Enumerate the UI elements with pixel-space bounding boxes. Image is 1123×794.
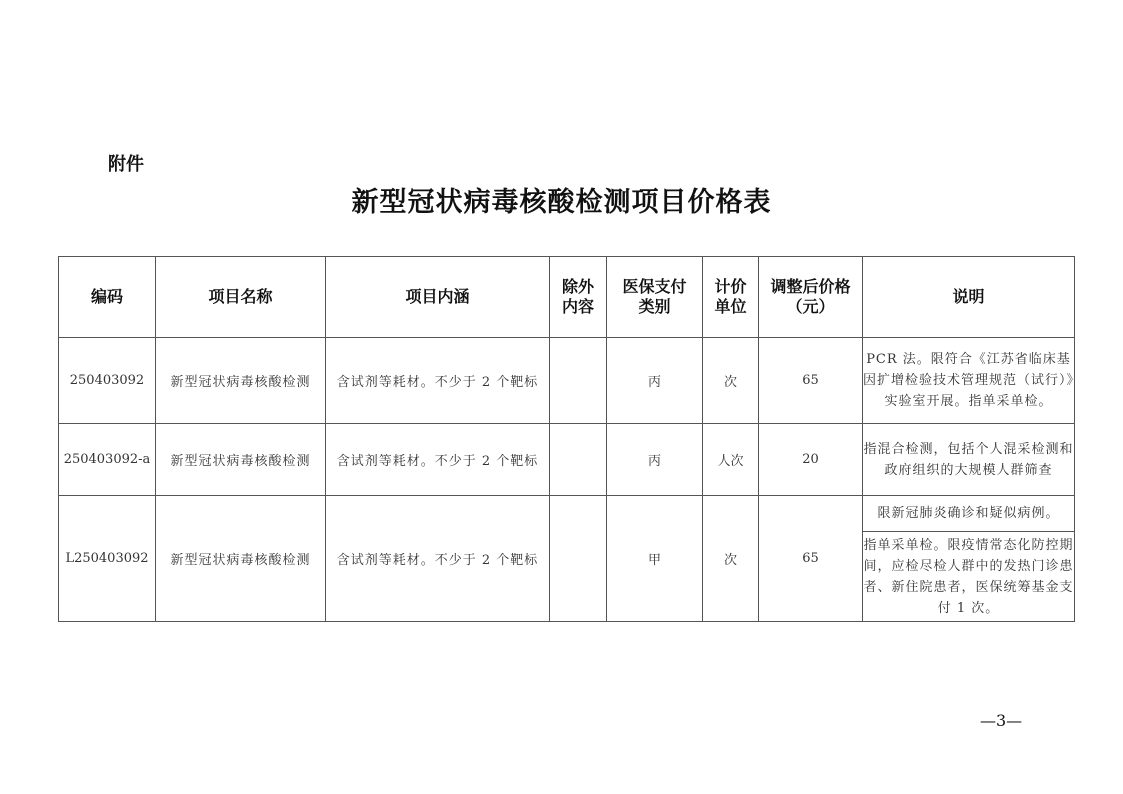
- header-name: 项目名称: [156, 257, 326, 338]
- cell-name: 新型冠状病毒核酸检测: [156, 496, 326, 622]
- header-price-line2: （元）: [786, 297, 835, 316]
- cell-note-b: 指单采单检。限疫情常态化防控期间，应检尽检人群中的发热门诊患者、新住院患者，医保统筹基金支付 1 次。: [863, 532, 1075, 622]
- cell-price: 65: [759, 496, 863, 622]
- cell-excluded: [550, 424, 607, 496]
- header-price-line1: 调整后价格: [770, 277, 851, 296]
- cell-unit: 次: [703, 338, 759, 424]
- document-title: 新型冠状病毒核酸检测项目价格表: [351, 187, 772, 218]
- cell-price: 20: [759, 424, 863, 496]
- annex-label: 附件: [108, 154, 144, 175]
- header-excluded-line1: 除外: [561, 277, 594, 296]
- page-number: —3—: [980, 711, 1023, 730]
- cell-insurance: 丙: [607, 424, 703, 496]
- cell-name: 新型冠状病毒核酸检测: [156, 424, 326, 496]
- cell-content: 含试剂等耗材。不少于 2 个靶标: [326, 424, 550, 496]
- cell-code: 250403092-a: [59, 424, 156, 496]
- header-unit-line2: 单位: [714, 297, 747, 316]
- header-code: 编码: [59, 257, 156, 338]
- header-content: 项目内涵: [326, 257, 550, 338]
- cell-name: 新型冠状病毒核酸检测: [156, 338, 326, 424]
- header-insurance: [607, 257, 703, 338]
- cell-unit: 次: [703, 496, 759, 622]
- cell-insurance: 丙: [607, 338, 703, 424]
- header-excluded-line2: 内容: [561, 297, 594, 316]
- cell-note-a: 限新冠肺炎确诊和疑似病例。: [863, 496, 1075, 532]
- table-row: [59, 496, 1075, 532]
- cell-code: L250403092: [59, 496, 156, 622]
- table-row: [59, 338, 1075, 424]
- cell-content: 含试剂等耗材。不少于 2 个靶标: [326, 338, 550, 424]
- cell-excluded: [550, 496, 607, 622]
- header-note: 说明: [863, 257, 1075, 338]
- price-table: [58, 256, 1075, 622]
- header-insurance-line1: 医保支付: [622, 277, 687, 296]
- cell-insurance: 甲: [607, 496, 703, 622]
- cell-code: 250403092: [59, 338, 156, 424]
- cell-price: 65: [759, 338, 863, 424]
- cell-content: 含试剂等耗材。不少于 2 个靶标: [326, 496, 550, 622]
- cell-note: PCR 法。限符合《江苏省临床基因扩增检验技术管理规范（试行）》实验室开展。指单采单检。: [863, 338, 1075, 424]
- cell-note: 指混合检测，包括个人混采检测和政府组织的大规模人群筛查: [863, 424, 1075, 496]
- header-excluded: [550, 257, 607, 338]
- header-insurance-line2: 类别: [638, 297, 671, 316]
- cell-excluded: [550, 338, 607, 424]
- header-unit-line1: 计价: [714, 277, 747, 296]
- table-row: [59, 424, 1075, 496]
- header-price: [759, 257, 863, 338]
- cell-unit: 人次: [703, 424, 759, 496]
- header-unit: [703, 257, 759, 338]
- table-header-row: [59, 257, 1075, 338]
